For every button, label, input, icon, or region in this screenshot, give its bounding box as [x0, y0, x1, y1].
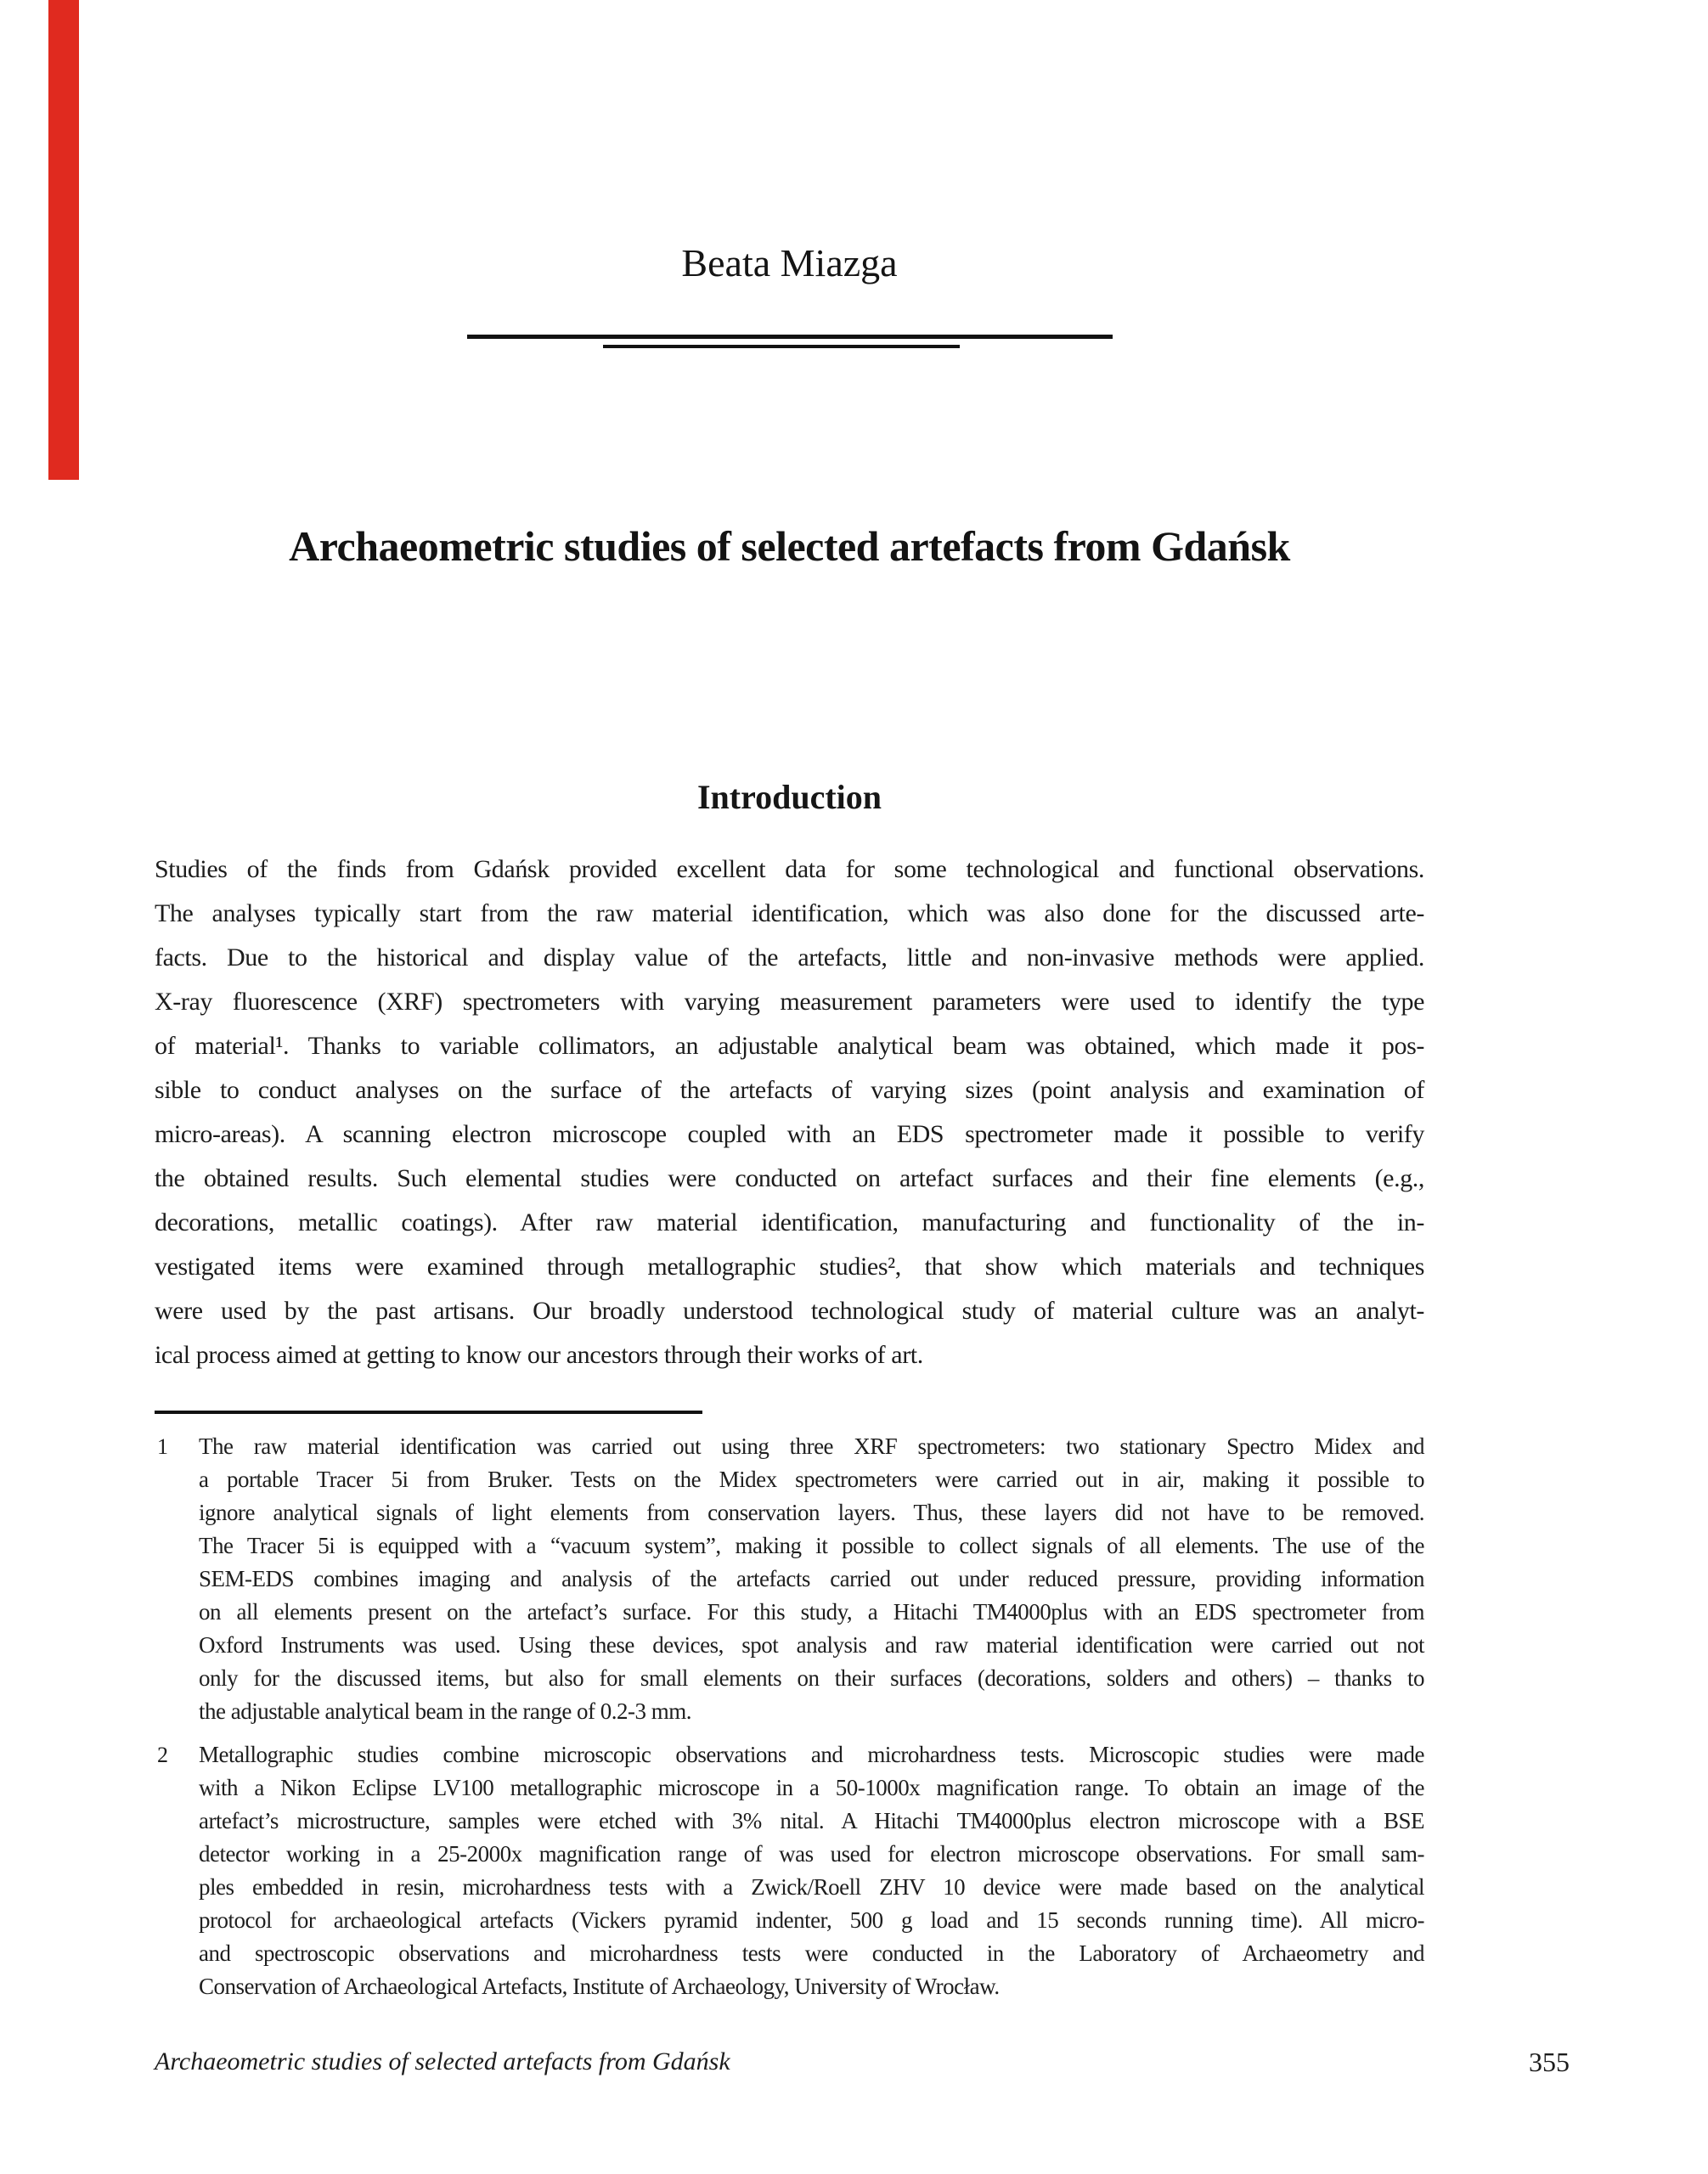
footnote-separator-rule: [155, 1411, 702, 1414]
text-line: the obtained results. Such elemental studies were conducted on artefact surfaces and their fine elements (e.g.,: [155, 1164, 1424, 1192]
text-line: The analyses typically start from the raw material identification, which was also done for the discussed arte-: [155, 899, 1424, 927]
author-divider-rule-short: [603, 345, 960, 348]
text-line: Oxford Instruments was used. Using these devices, spot analysis and raw material identification were carried out not: [199, 1632, 1424, 1658]
text-line: vestigated items were examined through metallographic studies², that show which materials and techniques: [155, 1253, 1424, 1281]
page-title: Archaeometric studies of selected artefacts from Gdańsk: [289, 521, 1290, 570]
text-line: decorations, metallic coatings). After raw material identification, manufacturing and functionality of the in-: [155, 1208, 1424, 1236]
text-line: The raw material identification was carried out using three XRF spectrometers: two stationary Spectro Midex and: [199, 1433, 1424, 1459]
section-heading: Introduction: [696, 778, 882, 817]
text-line: were used by the past artisans. Our broadly understood technological study of material culture was an analyt-: [155, 1297, 1424, 1325]
text-line: detector working in a 25-2000x magnification range of was used for electron microscope observations. For small sam-: [199, 1841, 1424, 1867]
footnote-2: [155, 1738, 1424, 2003]
text-line: of material¹. Thanks to variable collimators, an adjustable analytical beam was obtained, which made it pos-: [155, 1032, 1424, 1060]
text-line: ical process aimed at getting to know our ancestors through their works of art.: [155, 1341, 923, 1369]
page-number: 355: [1529, 2047, 1570, 2077]
text-line: micro-areas). A scanning electron microscope coupled with an EDS spectrometer made it possible to verify: [155, 1120, 1424, 1148]
running-title: Archaeometric studies of selected artefacts from Gdańsk: [155, 2047, 730, 2075]
text-line: Metallographic studies combine microscopic observations and microhardness tests. Microscopic studies were made: [199, 1742, 1424, 1767]
text-line: with a Nikon Eclipse LV100 metallographic microscope in a 50-1000x magnification range. To obtain an image of the: [199, 1775, 1424, 1800]
footnote-1-number: 1: [157, 1434, 168, 1459]
text-line: Conservation of Archaeological Artefacts, Institute of Archaeology, University of Wrocław.: [199, 1974, 1000, 1999]
text-line: ignore analytical signals of light elements from conservation layers. Thus, these layers did not have to be removed.: [199, 1500, 1424, 1525]
text-line: X-ray fluorescence (XRF) spectrometers with varying measurement parameters were used to identify the type: [155, 988, 1424, 1016]
author-name: Beata Miazga: [681, 241, 898, 284]
footnote-1-lines: [199, 1430, 1424, 1728]
text-line: facts. Due to the historical and display value of the artefacts, little and non-invasive methods were applied.: [155, 943, 1424, 972]
bookmark-ribbon: [48, 0, 79, 480]
text-line: protocol for archaeological artefacts (Vickers pyramid indenter, 500 g load and 15 seconds running time). All micro-: [199, 1907, 1424, 1933]
text-line: and spectroscopic observations and microhardness tests were conducted in the Laboratory of Archaeometry and: [199, 1940, 1424, 1966]
text-line: SEM-EDS combines imaging and analysis of the artefacts carried out under reduced pressure, providing information: [199, 1566, 1424, 1591]
text-line: only for the discussed items, but also for small elements on their surfaces (decorations, solders and others) – thanks to: [199, 1665, 1424, 1691]
author-divider-rule-long: [467, 335, 1113, 339]
footnote-1: [155, 1430, 1424, 1728]
footnote-2-lines: [199, 1738, 1424, 2003]
body-lines: [155, 848, 1424, 1377]
footnote-2-number: 2: [157, 1743, 168, 1767]
text-line: artefact’s microstructure, samples were etched with 3% nital. A Hitachi TM4000plus electron microscope with a BSE: [199, 1808, 1424, 1833]
text-line: the adjustable analytical beam in the range of 0.2-3 mm.: [199, 1698, 692, 1724]
text-line: Studies of the finds from Gdańsk provided excellent data for some technological and functional observations.: [155, 855, 1424, 883]
text-line: a portable Tracer 5i from Bruker. Tests on the Midex spectrometers were carried out in air, making it possible to: [199, 1467, 1424, 1492]
text-line: The Tracer 5i is equipped with a “vacuum system”, making it possible to collect signals of all elements. The use of the: [199, 1533, 1424, 1558]
text-line: sible to conduct analyses on the surface of the artefacts of varying sizes (point analysis and examination of: [155, 1076, 1424, 1104]
text-line: on all elements present on the artefact’s surface. For this study, a Hitachi TM4000plus with an EDS spectrometer from: [199, 1599, 1424, 1625]
body-paragraph: [155, 848, 1424, 1377]
text-line: ples embedded in resin, microhardness tests with a Zwick/Roell ZHV 10 device were made based on the analytical: [199, 1874, 1424, 1900]
